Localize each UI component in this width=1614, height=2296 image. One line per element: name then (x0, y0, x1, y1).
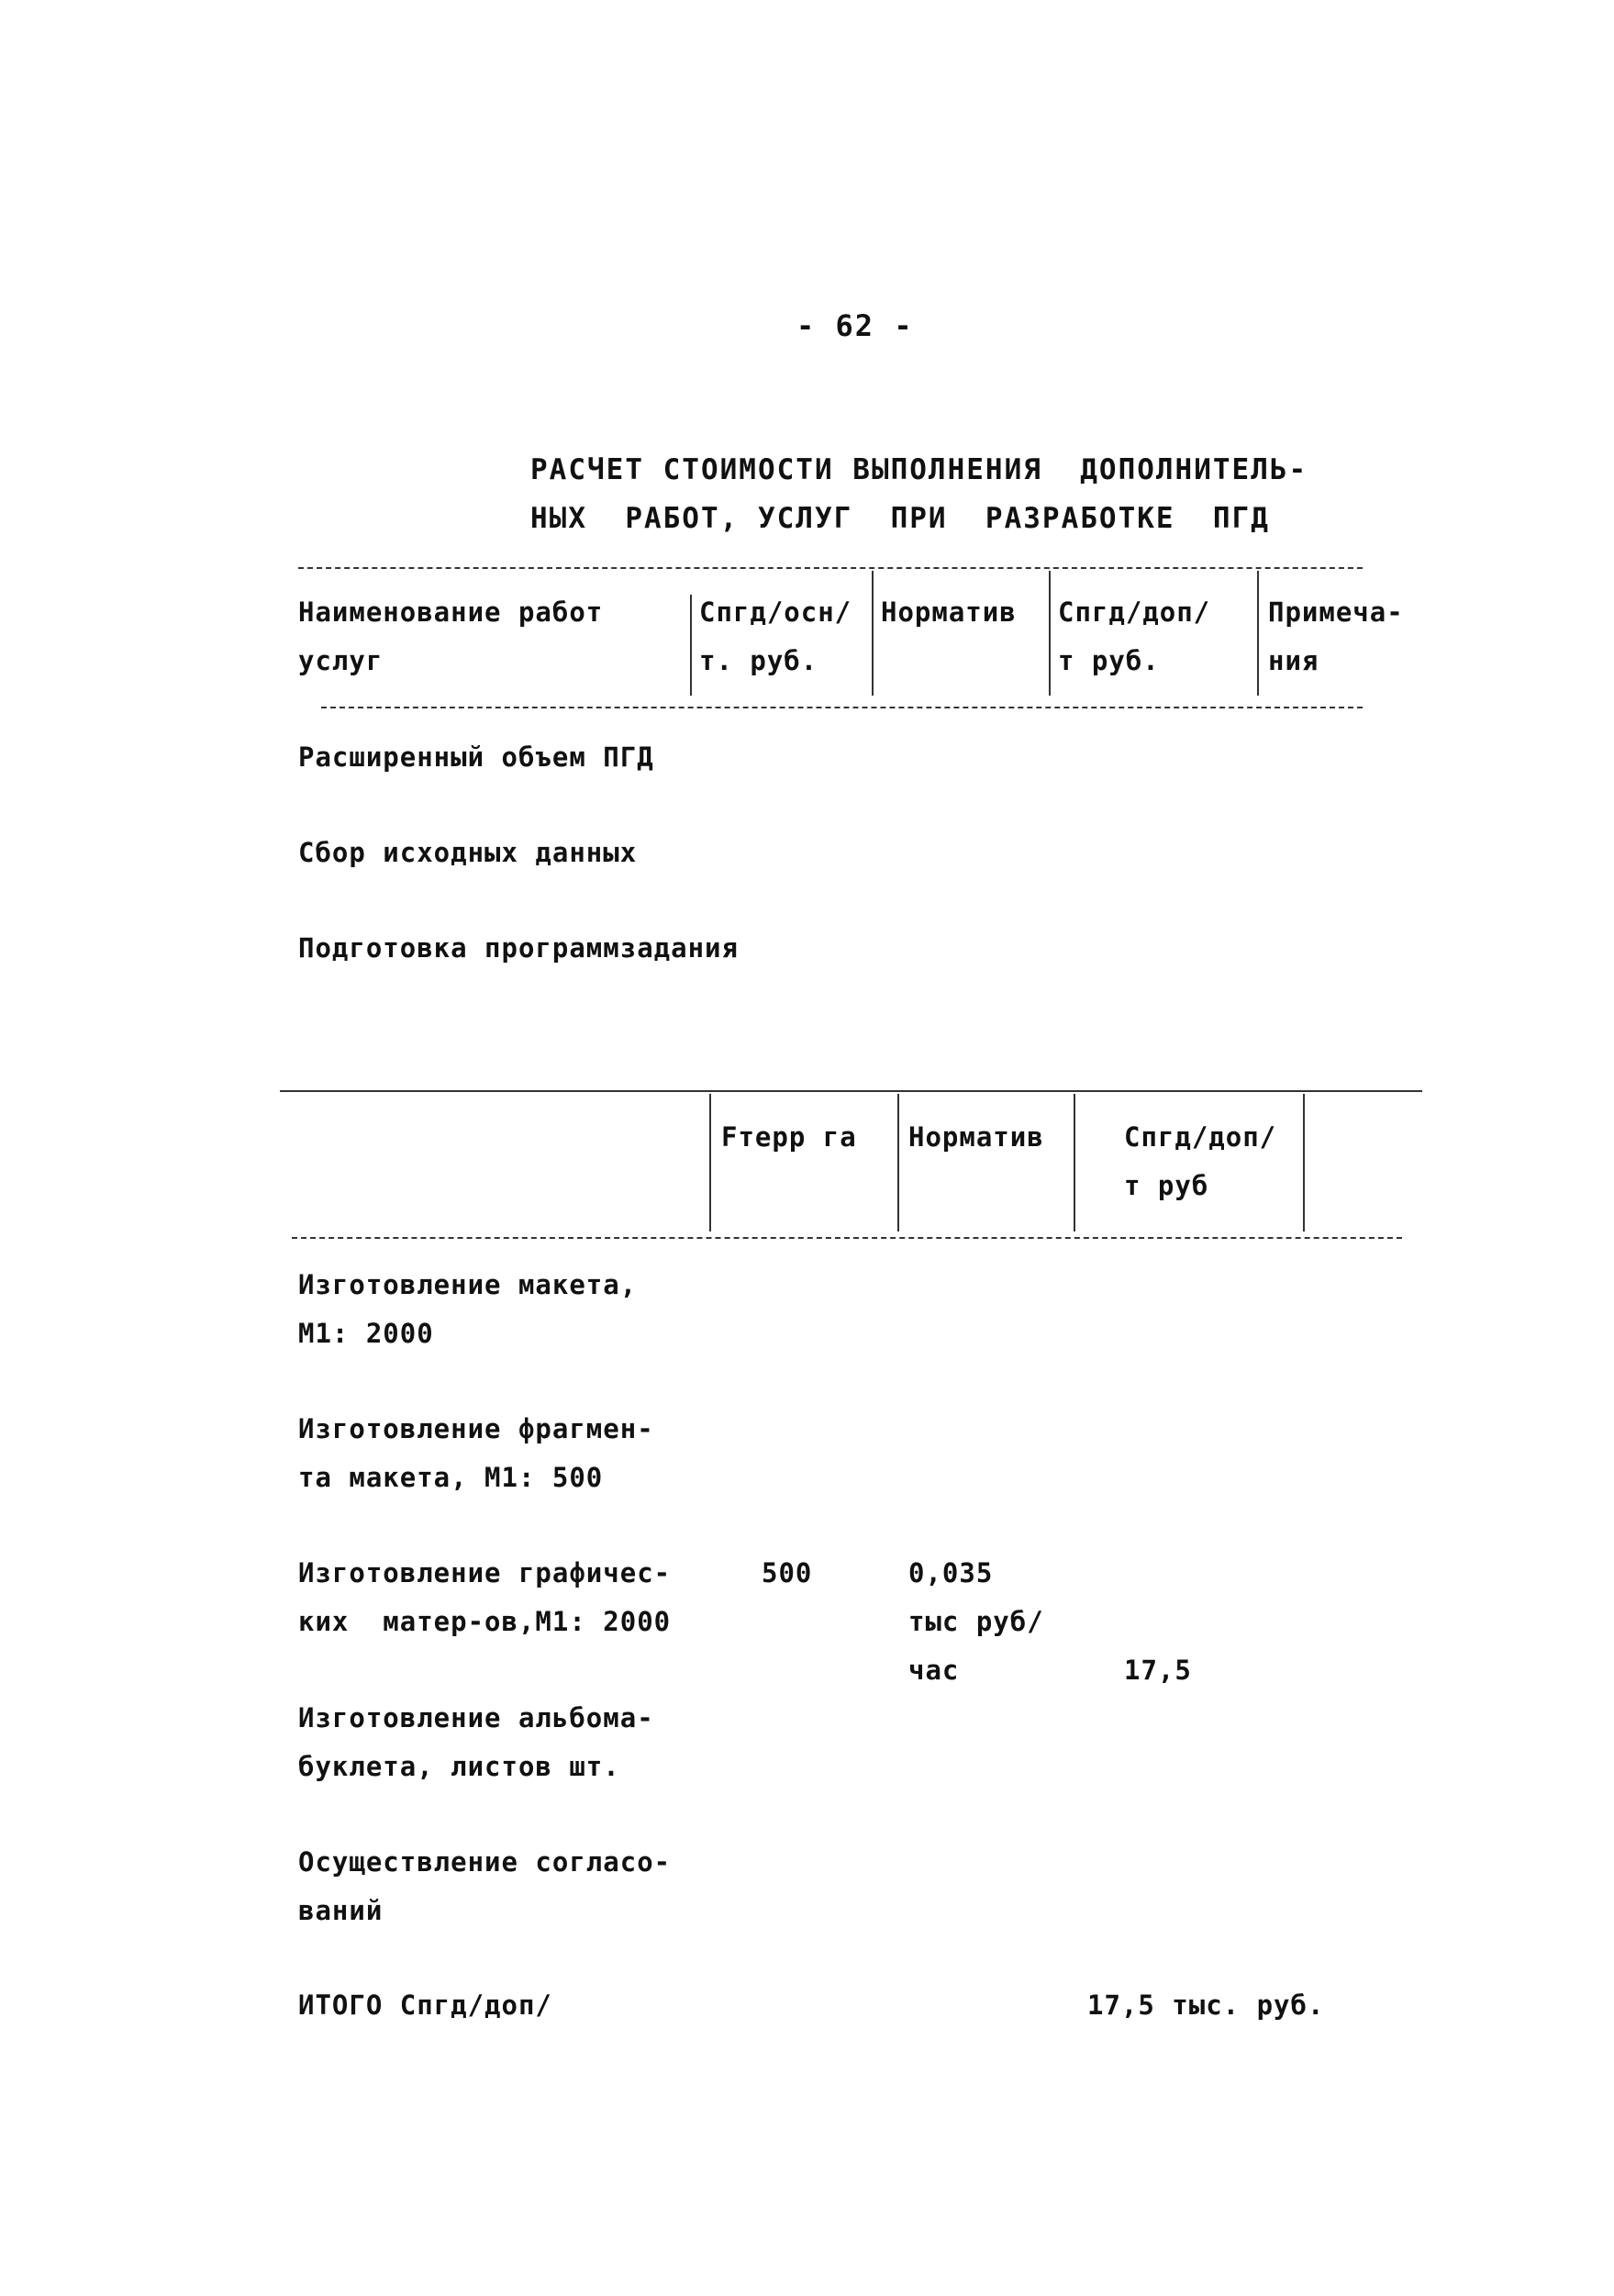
table-1-header-cost-base: Спгд/осн/ (699, 596, 852, 628)
table-2-row-name: ких матер-ов,М1: 2000 (298, 1606, 672, 1637)
table-1-row: Сбор исходных данных (298, 837, 638, 868)
table-2-col-divider (709, 1094, 711, 1232)
table-2-top-rule (280, 1090, 1422, 1092)
table-2-header-cost-extra: т руб (1124, 1170, 1209, 1201)
table-2-row-name: Изготовление альбома- (298, 1702, 654, 1733)
table-2-row-name: М1: 2000 (298, 1318, 434, 1349)
table-2-row-name: ваний (298, 1895, 384, 1926)
table-2-header-rule (292, 1237, 1402, 1239)
table-1-header-notes: Примеча- (1268, 596, 1404, 628)
table-1-row: Расширенный объем ПГД (298, 741, 654, 773)
table-1-header-name: услуг (298, 645, 384, 676)
table-1-header-rule (321, 707, 1363, 708)
table-2-row-name: Изготовление фрагмен- (298, 1413, 654, 1444)
table-1-col-divider (690, 595, 692, 696)
table-2-header-norm: Норматив (908, 1121, 1044, 1153)
table-2-row-norm: 0,035 (908, 1557, 994, 1588)
table-1-header-notes: ния (1268, 645, 1319, 676)
table-1-col-divider (1049, 571, 1051, 696)
table-2-row-name: Изготовление графичес- (298, 1557, 672, 1588)
table-1-row: Подготовка программзадания (298, 932, 739, 964)
table-1-header-name: Наименование работ (298, 596, 604, 628)
table-1-col-divider (1257, 571, 1259, 696)
page-title-line-2: НЫХ РАБОТ, УСЛУГ ПРИ РАЗРАБОТКЕ ПГД (530, 502, 1270, 535)
table-2-row-name: Изготовление макета, (298, 1269, 638, 1300)
page-number: - 62 - (796, 308, 914, 343)
table-2-row-name: буклета, листов шт. (298, 1751, 620, 1782)
table-2-row-name: Осуществление согласо- (298, 1846, 672, 1878)
total-label: ИТОГО Спгд/доп/ (298, 1989, 552, 2021)
table-2-col-divider (897, 1094, 899, 1232)
table-1-header-cost-base: т. руб. (699, 645, 818, 676)
table-1-header-norm: Норматив (881, 596, 1017, 628)
table-2-row-area: 500 (762, 1557, 813, 1588)
table-2-row-cost: 17,5 (1124, 1655, 1192, 1686)
table-2-row-norm: тыс руб/ (908, 1606, 1044, 1637)
table-2-header-area: Fтерр га (721, 1121, 857, 1153)
table-2-row-name: та макета, М1: 500 (298, 1462, 604, 1493)
page-title-line-1: РАСЧЕТ СТОИМОСТИ ВЫПОЛНЕНИЯ ДОПОЛНИТЕЛЬ- (530, 453, 1308, 486)
total-value: 17,5 тыс. руб. (1087, 1989, 1325, 2021)
table-2-col-divider (1303, 1094, 1305, 1232)
table-1-top-rule (298, 567, 1363, 569)
table-1-col-divider (872, 571, 874, 696)
table-2-row-norm: час (908, 1655, 960, 1686)
table-2-col-divider (1074, 1094, 1075, 1232)
table-1-header-cost-extra: Спгд/доп/ (1058, 596, 1211, 628)
table-1-header-cost-extra: т руб. (1058, 645, 1160, 676)
table-2-header-cost-extra: Спгд/доп/ (1124, 1121, 1277, 1153)
